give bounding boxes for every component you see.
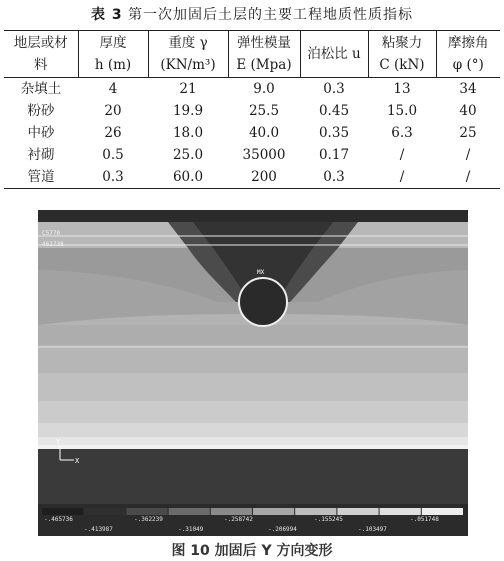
header-unit-weight: 重度 γ (KN/m³)	[148, 31, 228, 78]
table-cell: 20	[104, 103, 122, 119]
table-cell: /	[368, 166, 436, 189]
table-row	[4, 144, 500, 166]
table-title	[0, 4, 504, 24]
table-cell: 粉砂	[27, 103, 55, 119]
table-cell: 中砂	[27, 125, 55, 141]
table-cell: 衬砌	[27, 147, 55, 163]
contour-band	[38, 345, 468, 373]
table-row	[4, 166, 500, 189]
table-row	[4, 100, 500, 122]
contour-lower-region	[38, 449, 468, 504]
table-cell: 18.0	[172, 125, 204, 141]
soil-parameters-table	[4, 30, 500, 189]
table-row	[4, 122, 500, 144]
deformation-contour-figure	[38, 210, 468, 536]
legend-swatch	[211, 508, 252, 515]
table-cell: 34	[459, 81, 477, 97]
table-cell: 0.5	[102, 147, 124, 163]
table-cell: 19.9	[172, 103, 204, 119]
tunnel-circle	[239, 278, 287, 326]
table-cell: 管道	[4, 166, 78, 189]
table-cell: /	[436, 166, 500, 189]
legend-swatch	[253, 508, 294, 515]
legend-swatch	[380, 508, 421, 515]
legend-swatch	[84, 508, 125, 515]
table-cell: 26	[104, 125, 122, 141]
table-cell: 25.0	[172, 147, 204, 163]
table-header-row	[4, 31, 500, 78]
table-cell: 21	[179, 81, 197, 97]
legend-label: -.413987	[84, 526, 113, 533]
legend-swatch	[126, 508, 167, 515]
x-axis-label: X	[75, 457, 80, 465]
header-elastic-modulus: 弹性模量 E (Mpa)	[228, 31, 300, 78]
header-cohesion: 粘聚力 C (kN)	[368, 31, 436, 78]
legend-label: -.051748	[410, 516, 439, 523]
table-cell: 40.0	[248, 125, 280, 141]
table-cell: 13	[393, 81, 411, 97]
contour-band	[38, 373, 468, 401]
contour-band	[38, 437, 468, 445]
contour-plot-svg	[38, 210, 468, 536]
table-row	[4, 78, 500, 101]
table-cell: 0.3	[323, 81, 345, 97]
contour-band	[38, 401, 468, 423]
table-cell: 杂填土	[20, 81, 62, 97]
table-cell: 4	[108, 81, 118, 97]
table-cell: /	[465, 147, 471, 163]
table-cell: 35000	[242, 147, 286, 163]
contour-band	[38, 445, 468, 449]
legend-swatch	[169, 508, 210, 515]
legend-swatch	[422, 508, 463, 515]
table-number: 表 3	[90, 7, 123, 23]
legend-label: -.362239	[134, 516, 163, 523]
legend-label: -.31049	[178, 526, 204, 533]
header-material: 地层或材 料	[4, 31, 78, 78]
legend-swatch	[337, 508, 378, 515]
table-cell: 200	[228, 166, 300, 189]
table-cell: 0.3	[78, 166, 148, 189]
mx-label: MX	[257, 269, 265, 276]
table-cell: 25	[459, 125, 477, 141]
table-cell: 6.3	[391, 125, 413, 141]
header-friction-angle: 摩擦角 φ (°)	[436, 31, 500, 78]
top-label: C5770	[42, 230, 61, 237]
table-cell: 0.35	[318, 125, 350, 141]
table-cell: 60.0	[148, 166, 228, 189]
figure-caption: 图 10 加固后 Y 方向变形	[171, 543, 333, 559]
table-cell: /	[399, 147, 405, 163]
table-cell: 0.17	[318, 147, 350, 163]
top-label: 462738	[42, 241, 64, 248]
contour-band	[38, 325, 468, 345]
legend-label: -.206994	[268, 526, 297, 533]
legend-label: -.155245	[314, 516, 343, 523]
y-axis-label: Y	[56, 438, 61, 446]
header-thickness: 厚度 h (m)	[78, 31, 148, 78]
table-cell: 25.5	[248, 103, 280, 119]
table-cell: 0.45	[318, 103, 350, 119]
legend-swatch	[295, 508, 336, 515]
legend-label: -.103497	[358, 526, 387, 533]
legend-swatch	[42, 508, 83, 515]
table-cell: 0.3	[300, 166, 368, 189]
table-cell: 15.0	[386, 103, 418, 119]
table-cell: 40	[459, 103, 477, 119]
table-cell: 9.0	[253, 81, 275, 97]
legend-label: -.258742	[224, 516, 253, 523]
table-title-text: 第一次加固后土层的主要工程地质性质指标	[128, 7, 414, 23]
legend-label: -.465736	[44, 516, 73, 523]
contour-band	[38, 423, 468, 437]
header-poisson-ratio: 泊松比 u	[300, 31, 368, 78]
